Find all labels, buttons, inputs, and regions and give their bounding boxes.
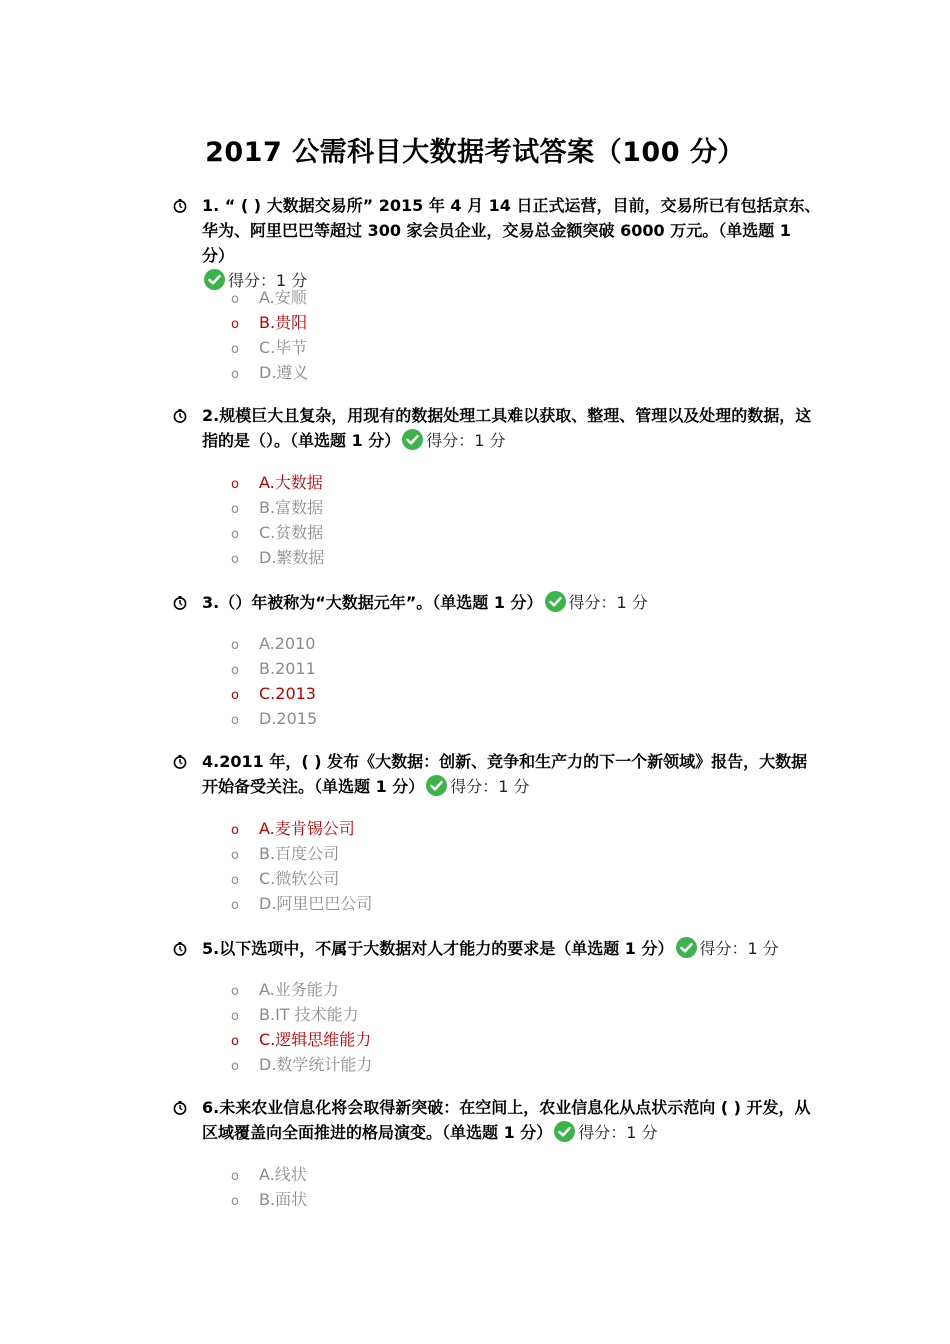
stopwatch-icon [173,409,187,423]
page-title: 2017 公需科目大数据考试答案（100 分） [205,137,745,168]
circle-bullet: o [231,1059,239,1074]
option-label: D.遵义 [259,363,309,382]
question-text [202,749,823,799]
option-c[interactable] [231,681,317,706]
option-label: B.百度公司 [259,844,340,863]
circle-bullet: o [231,873,239,888]
check-circle-icon [402,429,423,450]
score-label: 得分：1 分 [450,777,530,796]
option-label: C.2013 [259,684,316,703]
stopwatch-icon [173,596,187,610]
option-label: A.安顺 [259,288,307,307]
score-label: 得分：1 分 [228,271,308,290]
circle-bullet: o [231,663,239,678]
option-b[interactable] [231,656,317,681]
check-circle-icon [545,591,566,612]
question-6 [173,1095,823,1209]
score-label: 得分：1 分 [426,431,506,450]
option-d[interactable] [231,891,372,916]
question-2 [173,403,823,567]
question-label: 1. “ ( ) 大数据交易所” 2015 年 4 月 14 日正式运营，目前，交易所已有包括京东、华为、阿里巴巴等超过 300 家会员企业，交易总金额突破 6000 万元。（单选题 1 分） [202,196,821,265]
circle-bullet: o [231,823,239,838]
option-a[interactable] [231,631,317,656]
option-label: A.大数据 [259,473,323,492]
options-list [231,631,317,731]
circle-bullet: o [231,292,239,307]
question-text [202,590,823,615]
option-label: C.微软公司 [259,869,340,888]
option-label: B.2011 [259,659,316,678]
option-label: A.麦肯锡公司 [259,819,355,838]
stopwatch-icon [173,199,187,213]
options-list [231,285,308,385]
circle-bullet: o [231,342,239,357]
option-a[interactable] [231,1162,307,1187]
question-label: 2.规模巨大且复杂，用现有的数据处理工具难以获取、整理、管理以及处理的数据，这指的是（）。（单选题 1 分） [202,406,812,450]
question-3 [173,590,823,728]
option-c[interactable] [231,866,372,891]
stopwatch-icon [173,1101,187,1115]
circle-bullet: o [231,1169,239,1184]
circle-bullet: o [231,477,239,492]
option-label: B.面状 [259,1190,308,1209]
score-label: 得分：1 分 [568,593,648,612]
question-4 [173,749,823,913]
score-label: 得分：1 分 [699,939,779,958]
question-label: 4.2011 年，( ) 发布《大数据：创新、竞争和生产力的下一个新领域》报告，大数据开始备受关注。（单选题 1 分） [202,752,808,796]
options-list [231,1162,307,1212]
option-d[interactable] [231,545,324,570]
option-a[interactable] [231,285,308,310]
option-label: B.IT 技术能力 [259,1005,359,1024]
option-label: C.贫数据 [259,523,324,542]
option-d[interactable] [231,360,308,385]
option-label: D.2015 [259,709,318,728]
circle-bullet: o [231,367,239,382]
option-a[interactable] [231,816,372,841]
check-circle-icon [676,937,697,958]
option-a[interactable] [231,977,372,1002]
option-label: A.2010 [259,634,316,653]
check-circle-icon [204,269,225,290]
option-label: A.业务能力 [259,980,339,999]
circle-bullet: o [231,638,239,653]
option-label: D.阿里巴巴公司 [259,894,373,913]
options-list [231,470,324,570]
option-c[interactable] [231,335,308,360]
stopwatch-icon [173,755,187,769]
option-d[interactable] [231,706,317,731]
question-text [202,936,823,961]
check-circle-icon [426,775,447,796]
option-b[interactable] [231,495,324,520]
score-label: 得分：1 分 [578,1123,658,1142]
circle-bullet: o [231,898,239,913]
circle-bullet: o [231,1034,239,1049]
option-label: A.线状 [259,1165,307,1184]
option-c[interactable] [231,1027,372,1052]
option-c[interactable] [231,520,324,545]
option-label: D.数学统计能力 [259,1055,373,1074]
options-list [231,977,372,1077]
stopwatch-icon [173,942,187,956]
option-d[interactable] [231,1052,372,1077]
option-label: B.贵阳 [259,313,308,332]
option-a[interactable] [231,470,324,495]
option-b[interactable] [231,310,308,335]
question-label: 6.未来农业信息化将会取得新突破：在空间上，农业信息化从点状示范向 ( ) 开发，从区域覆盖向全面推进的格局演变。（单选题 1 分） [202,1098,811,1142]
question-1 [173,193,823,382]
circle-bullet: o [231,502,239,517]
option-label: D.繁数据 [259,548,325,567]
option-label: C.逻辑思维能力 [259,1030,372,1049]
circle-bullet: o [231,1194,239,1209]
options-list [231,816,372,916]
circle-bullet: o [231,713,239,728]
circle-bullet: o [231,1009,239,1024]
option-b[interactable] [231,1002,372,1027]
option-b[interactable] [231,841,372,866]
circle-bullet: o [231,552,239,567]
circle-bullet: o [231,317,239,332]
question-text [202,1095,823,1145]
circle-bullet: o [231,527,239,542]
circle-bullet: o [231,848,239,863]
question-text [202,403,823,453]
question-5 [173,936,823,1074]
question-text [202,193,823,293]
check-circle-icon [554,1121,575,1142]
option-label: B.富数据 [259,498,324,517]
option-label: C.毕节 [259,338,308,357]
circle-bullet: o [231,984,239,999]
question-label: 5.以下选项中，不属于大数据对人才能力的要求是（单选题 1 分） [202,939,674,958]
option-b[interactable] [231,1187,307,1212]
circle-bullet: o [231,688,239,703]
question-label: 3.（）年被称为“大数据元年”。（单选题 1 分） [202,593,543,612]
